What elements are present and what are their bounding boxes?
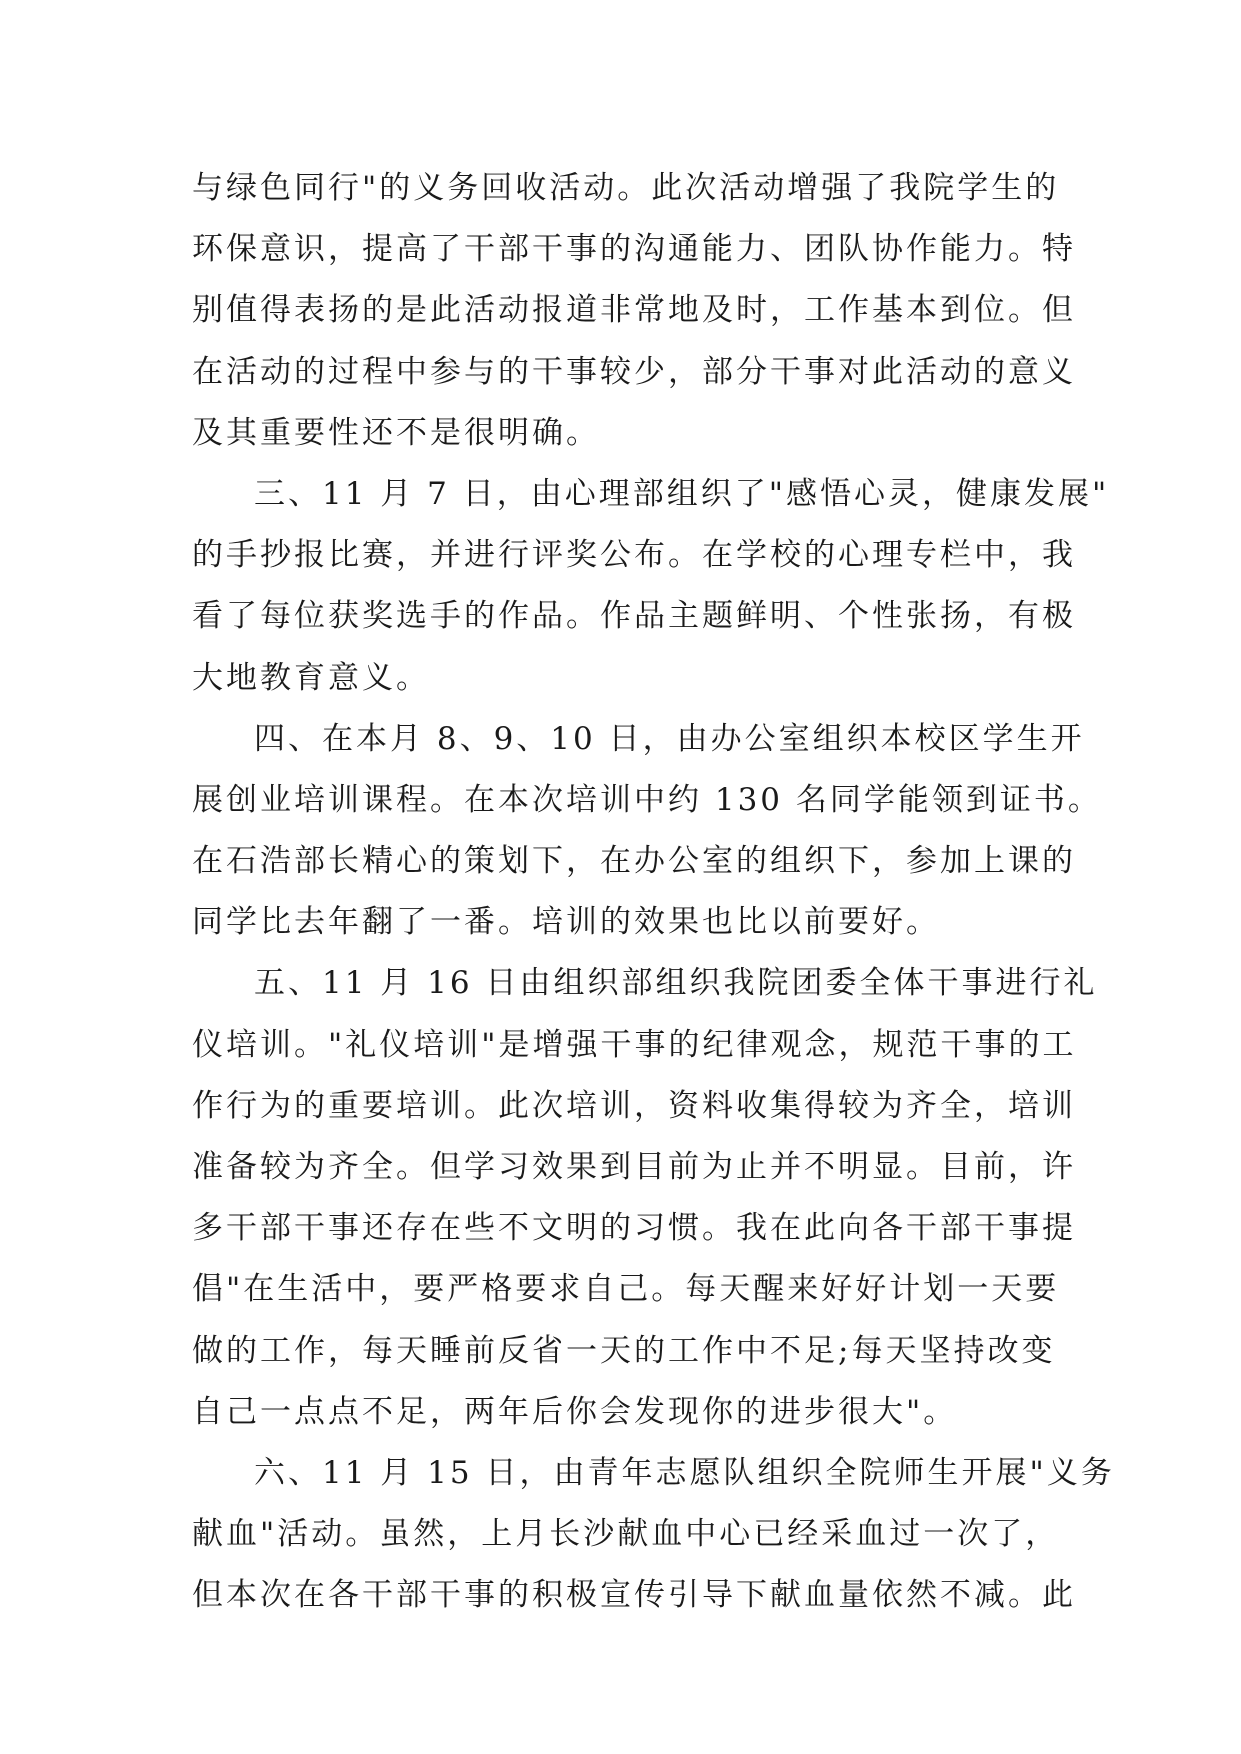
text-line: 四、在本月 8、9、10 日，由办公室组织本校区学生开: [254, 720, 1085, 757]
text-line: 别值得表扬的是此活动报道非常地及时，工作基本到位。但: [192, 292, 1076, 329]
text-line: 及其重要性还不是很明确。: [192, 414, 600, 451]
text-line: 同学比去年翻了一番。培训的效果也比以前要好。: [192, 904, 940, 941]
document-body: [192, 158, 1115, 1627]
text-line: 看了每位获奖选手的作品。作品主题鲜明、个性张扬，有极: [192, 598, 1076, 635]
text-line: 环保意识，提高了干部干事的沟通能力、团队协作能力。特: [192, 231, 1076, 268]
text-line: 在石浩部长精心的策划下，在办公室的组织下，参加上课的: [192, 843, 1076, 880]
text-line: 但本次在各干部干事的积极宣传引导下献血量依然不减。此: [192, 1577, 1076, 1614]
text-line: 五、11 月 16 日由组织部组织我院团委全体干事进行礼: [254, 965, 1098, 1002]
paragraph-three: [192, 464, 1110, 709]
text-line: 准备较为齐全。但学习效果到目前为止并不明显。目前，许: [192, 1149, 1076, 1185]
text-line: 仪培训。"礼仪培训"是增强干事的纪律观念，规范干事的工: [192, 1026, 1077, 1063]
text-line: 大地教育意义。: [192, 659, 430, 696]
text-line: 献血"活动。虽然，上月长沙献血中心已经采血过一次了，: [192, 1516, 1060, 1553]
paragraph-six: [192, 1443, 1115, 1627]
paragraph-continued: [192, 158, 1076, 464]
text-line: 六、11 月 15 日，由青年志愿队组织全院师生开展"义务: [254, 1454, 1115, 1491]
text-line: 三、11 月 7 日，由心理部组织了"感悟心灵，健康发展": [254, 475, 1110, 512]
paragraph-five: [192, 953, 1098, 1443]
text-line: 作行为的重要培训。此次培训，资料收集得较为齐全，培训: [192, 1087, 1076, 1124]
paragraph-four: [192, 709, 1102, 954]
text-line: 多干部干事还存在些不文明的习惯。我在此向各干部干事提: [192, 1210, 1076, 1247]
text-line: 与绿色同行"的义务回收活动。此次活动增强了我院学生的: [192, 170, 1060, 206]
text-line: 倡"在生活中，要严格要求自己。每天醒来好好计划一天要: [192, 1271, 1060, 1308]
text-line: 自己一点点不足，两年后你会发现你的进步很大"。: [192, 1393, 958, 1430]
text-line: 展创业培训课程。在本次培训中约 130 名同学能领到证书。: [192, 781, 1102, 818]
text-line: 的手抄报比赛，并进行评奖公布。在学校的心理专栏中，我: [192, 537, 1076, 574]
text-line: 做的工作，每天睡前反省一天的工作中不足;每天坚持改变: [192, 1332, 1056, 1369]
text-line: 在活动的过程中参与的干事较少，部分干事对此活动的意义: [192, 353, 1076, 390]
